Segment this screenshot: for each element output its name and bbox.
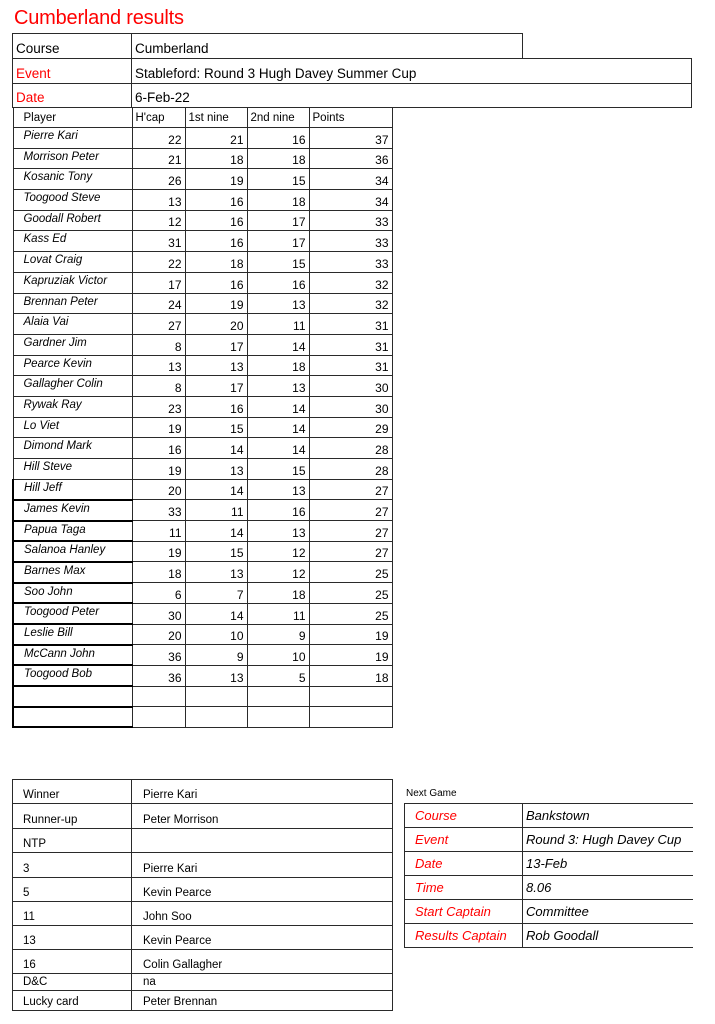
first-nine-cell: 7: [185, 583, 247, 604]
hcap-cell: 31: [132, 231, 185, 252]
second-nine-cell: 14: [247, 438, 309, 459]
award-label: NTP: [13, 829, 132, 853]
points-cell: 33: [309, 231, 392, 252]
event-value: Stableford: Round 3 Hugh Davey Summer Cup: [135, 66, 417, 81]
player-name-cell: Gallagher Colin: [13, 376, 132, 397]
award-row: [13, 780, 393, 804]
next-game-label: Time: [405, 876, 523, 900]
second-nine-cell: 13: [247, 479, 309, 500]
column-header-first-nine: 1st nine: [185, 108, 247, 128]
award-row: [13, 853, 393, 878]
second-nine-cell: 18: [247, 148, 309, 169]
table-row: [13, 479, 392, 500]
column-header-second-nine: 2nd nine: [247, 108, 309, 128]
player-name-cell: Toogood Bob: [13, 665, 132, 686]
player-name-cell: Lo Viet: [13, 417, 132, 438]
player-name-cell: Toogood Peter: [13, 603, 132, 624]
date-value: 6-Feb-22: [135, 90, 190, 105]
hcap-cell: 30: [132, 603, 185, 624]
points-cell: 25: [309, 603, 392, 624]
second-nine-cell: 15: [247, 459, 309, 480]
hcap-cell: 13: [132, 355, 185, 376]
player-name-cell: Gardner Jim: [13, 334, 132, 355]
table-row: [13, 190, 392, 211]
award-value: Pierre Kari: [132, 780, 393, 804]
second-nine-cell: 10: [247, 645, 309, 666]
points-cell: 29: [309, 417, 392, 438]
next-game-label: Date: [405, 852, 523, 876]
points-cell: 18: [309, 665, 392, 686]
award-row: [13, 878, 393, 902]
player-name-cell: Kapruziak Victor: [13, 272, 132, 293]
player-name-cell: McCann John: [13, 645, 132, 666]
next-game-label: Course: [405, 804, 523, 828]
award-row: [13, 991, 393, 1011]
next-game-row: [405, 876, 693, 900]
first-nine-cell: 19: [185, 293, 247, 314]
event-row: [12, 58, 692, 83]
first-nine-cell: 16: [185, 210, 247, 231]
first-nine-cell: 18: [185, 252, 247, 273]
table-row: [13, 210, 392, 231]
award-value: [132, 829, 393, 853]
award-value: Pierre Kari: [132, 853, 393, 878]
points-cell: 27: [309, 541, 392, 562]
second-nine-cell: 18: [247, 190, 309, 211]
hcap-cell: 12: [132, 210, 185, 231]
table-row: [13, 293, 392, 314]
first-nine-cell: 16: [185, 190, 247, 211]
award-row: [13, 950, 393, 974]
award-row: [13, 926, 393, 950]
hcap-cell: 8: [132, 376, 185, 397]
award-label: 11: [13, 902, 132, 926]
award-value: Kevin Pearce: [132, 926, 393, 950]
player-name-cell: [13, 686, 132, 707]
second-nine-cell: 12: [247, 541, 309, 562]
first-nine-cell: 15: [185, 417, 247, 438]
next-game-row: [405, 852, 693, 876]
player-name-cell: Lovat Craig: [13, 252, 132, 273]
table-row: [13, 541, 392, 562]
table-row: [13, 521, 392, 542]
next-game-value: Round 3: Hugh Davey Cup: [523, 828, 693, 852]
second-nine-cell: 18: [247, 583, 309, 604]
player-name-cell: Salanoa Hanley: [13, 541, 132, 562]
player-name-cell: Goodall Robert: [13, 210, 132, 231]
award-value: na: [132, 974, 393, 991]
next-game-label: Results Captain: [405, 924, 523, 948]
player-name-cell: Alaia Vai: [13, 314, 132, 335]
first-nine-cell: [185, 707, 247, 728]
second-nine-cell: 9: [247, 624, 309, 645]
second-nine-cell: 16: [247, 272, 309, 293]
award-value: Peter Brennan: [132, 991, 393, 1011]
player-name-cell: [13, 707, 132, 728]
second-nine-cell: 13: [247, 293, 309, 314]
player-name-cell: Hill Steve: [13, 459, 132, 480]
points-cell: 36: [309, 148, 392, 169]
award-label: D&C: [13, 974, 132, 991]
hcap-cell: 22: [132, 128, 185, 149]
hcap-cell: 13: [132, 190, 185, 211]
award-row: [13, 902, 393, 926]
points-cell: 33: [309, 210, 392, 231]
award-label: 5: [13, 878, 132, 902]
hcap-cell: 16: [132, 438, 185, 459]
points-cell: 28: [309, 459, 392, 480]
player-name-cell: Dimond Mark: [13, 438, 132, 459]
first-nine-cell: 11: [185, 500, 247, 521]
hcap-cell: 33: [132, 500, 185, 521]
award-label: 16: [13, 950, 132, 974]
next-game-row: [405, 804, 693, 828]
table-row: [13, 128, 392, 149]
table-row: [13, 665, 392, 686]
table-row: [13, 686, 392, 707]
award-value: Colin Gallagher: [132, 950, 393, 974]
award-label: Winner: [13, 780, 132, 804]
award-value: John Soo: [132, 902, 393, 926]
hcap-cell: 19: [132, 417, 185, 438]
hcap-cell: 17: [132, 272, 185, 293]
hcap-cell: 11: [132, 521, 185, 542]
hcap-cell: 24: [132, 293, 185, 314]
divider: [131, 59, 132, 83]
player-name-cell: Morrison Peter: [13, 148, 132, 169]
hcap-cell: 22: [132, 252, 185, 273]
next-game-title: Next Game: [406, 788, 457, 799]
column-header-points: Points: [309, 108, 392, 128]
next-game-row: [405, 924, 693, 948]
table-row: [13, 645, 392, 666]
hcap-cell: 19: [132, 459, 185, 480]
award-row: [13, 804, 393, 829]
hcap-cell: 27: [132, 314, 185, 335]
second-nine-cell: 16: [247, 500, 309, 521]
points-cell: 27: [309, 521, 392, 542]
first-nine-cell: 17: [185, 334, 247, 355]
hcap-cell: 8: [132, 334, 185, 355]
first-nine-cell: 17: [185, 376, 247, 397]
table-row: [13, 583, 392, 604]
points-cell: 27: [309, 479, 392, 500]
award-value: Peter Morrison: [132, 804, 393, 829]
hcap-cell: 20: [132, 624, 185, 645]
next-game-table: [404, 803, 693, 948]
first-nine-cell: 19: [185, 169, 247, 190]
next-game-row: [405, 828, 693, 852]
next-game-value: Committee: [523, 900, 693, 924]
points-cell: 28: [309, 438, 392, 459]
awards-table: [12, 779, 393, 1011]
points-cell: 19: [309, 645, 392, 666]
first-nine-cell: [185, 686, 247, 707]
hcap-cell: 23: [132, 396, 185, 417]
player-name-cell: Rywak Ray: [13, 396, 132, 417]
second-nine-cell: 5: [247, 665, 309, 686]
date-label: Date: [16, 90, 45, 105]
table-row: [13, 169, 392, 190]
results-header-row: [13, 108, 392, 128]
hcap-cell: 36: [132, 665, 185, 686]
player-name-cell: Kosanic Tony: [13, 169, 132, 190]
second-nine-cell: [247, 686, 309, 707]
second-nine-cell: [247, 707, 309, 728]
first-nine-cell: 13: [185, 562, 247, 583]
event-label: Event: [16, 66, 51, 81]
table-row: [13, 252, 392, 273]
table-row: [13, 314, 392, 335]
table-row: [13, 396, 392, 417]
course-row: [12, 33, 523, 58]
award-row: [13, 829, 393, 853]
second-nine-cell: 16: [247, 128, 309, 149]
course-label: Course: [16, 41, 60, 56]
first-nine-cell: 18: [185, 148, 247, 169]
table-row: [13, 417, 392, 438]
course-value: Cumberland: [135, 41, 209, 56]
next-game-value: 8.06: [523, 876, 693, 900]
hcap-cell: [132, 707, 185, 728]
first-nine-cell: 9: [185, 645, 247, 666]
points-cell: 19: [309, 624, 392, 645]
player-name-cell: James Kevin: [13, 500, 132, 521]
points-cell: 34: [309, 169, 392, 190]
points-cell: 31: [309, 334, 392, 355]
next-game-label: Event: [405, 828, 523, 852]
player-name-cell: Kass Ed: [13, 231, 132, 252]
points-cell: 30: [309, 396, 392, 417]
second-nine-cell: 14: [247, 417, 309, 438]
second-nine-cell: 14: [247, 396, 309, 417]
table-row: [13, 334, 392, 355]
next-game-value: 13-Feb: [523, 852, 693, 876]
table-row: [13, 376, 392, 397]
table-row: [13, 459, 392, 480]
second-nine-cell: 17: [247, 210, 309, 231]
award-row: [13, 974, 393, 991]
column-header-hcap: H'cap: [132, 108, 185, 128]
player-name-cell: Soo John: [13, 583, 132, 604]
second-nine-cell: 11: [247, 314, 309, 335]
points-cell: 32: [309, 293, 392, 314]
table-row: [13, 624, 392, 645]
points-cell: 30: [309, 376, 392, 397]
player-name-cell: Barnes Max: [13, 562, 132, 583]
next-game-label: Start Captain: [405, 900, 523, 924]
second-nine-cell: 12: [247, 562, 309, 583]
page-title: Cumberland results: [14, 7, 184, 29]
column-header-player: Player: [13, 108, 132, 128]
second-nine-cell: 17: [247, 231, 309, 252]
hcap-cell: [132, 686, 185, 707]
points-cell: 33: [309, 252, 392, 273]
date-row: [12, 83, 692, 108]
second-nine-cell: 18: [247, 355, 309, 376]
table-row: [13, 603, 392, 624]
points-cell: 37: [309, 128, 392, 149]
player-name-cell: Papua Taga: [13, 521, 132, 542]
award-value: Kevin Pearce: [132, 878, 393, 902]
points-cell: 25: [309, 583, 392, 604]
table-row: [13, 355, 392, 376]
first-nine-cell: 10: [185, 624, 247, 645]
next-game-row: [405, 900, 693, 924]
next-game-value: Rob Goodall: [523, 924, 693, 948]
award-label: 3: [13, 853, 132, 878]
points-cell: [309, 707, 392, 728]
award-label: Runner-up: [13, 804, 132, 829]
points-cell: 31: [309, 355, 392, 376]
first-nine-cell: 13: [185, 459, 247, 480]
first-nine-cell: 16: [185, 231, 247, 252]
first-nine-cell: 20: [185, 314, 247, 335]
points-cell: [309, 686, 392, 707]
player-name-cell: Pearce Kevin: [13, 355, 132, 376]
second-nine-cell: 13: [247, 376, 309, 397]
player-name-cell: Hill Jeff: [13, 479, 132, 500]
points-cell: 32: [309, 272, 392, 293]
award-label: Lucky card: [13, 991, 132, 1011]
player-name-cell: Toogood Steve: [13, 190, 132, 211]
divider: [131, 34, 132, 58]
hcap-cell: 6: [132, 583, 185, 604]
points-cell: 31: [309, 314, 392, 335]
table-row: [13, 272, 392, 293]
hcap-cell: 19: [132, 541, 185, 562]
table-row: [13, 148, 392, 169]
second-nine-cell: 13: [247, 521, 309, 542]
award-label: 13: [13, 926, 132, 950]
first-nine-cell: 14: [185, 521, 247, 542]
hcap-cell: 18: [132, 562, 185, 583]
points-cell: 25: [309, 562, 392, 583]
first-nine-cell: 13: [185, 665, 247, 686]
first-nine-cell: 16: [185, 272, 247, 293]
player-name-cell: Pierre Kari: [13, 128, 132, 149]
first-nine-cell: 13: [185, 355, 247, 376]
first-nine-cell: 14: [185, 479, 247, 500]
second-nine-cell: 11: [247, 603, 309, 624]
table-row: [13, 231, 392, 252]
hcap-cell: 36: [132, 645, 185, 666]
first-nine-cell: 21: [185, 128, 247, 149]
points-cell: 34: [309, 190, 392, 211]
first-nine-cell: 16: [185, 396, 247, 417]
hcap-cell: 26: [132, 169, 185, 190]
hcap-cell: 21: [132, 148, 185, 169]
divider: [131, 84, 132, 107]
player-name-cell: Brennan Peter: [13, 293, 132, 314]
second-nine-cell: 14: [247, 334, 309, 355]
first-nine-cell: 14: [185, 438, 247, 459]
points-cell: 27: [309, 500, 392, 521]
table-row: [13, 707, 392, 728]
results-table: [12, 107, 393, 728]
table-row: [13, 562, 392, 583]
second-nine-cell: 15: [247, 252, 309, 273]
table-row: [13, 500, 392, 521]
next-game-value: Bankstown: [523, 804, 693, 828]
table-row: [13, 438, 392, 459]
second-nine-cell: 15: [247, 169, 309, 190]
hcap-cell: 20: [132, 479, 185, 500]
first-nine-cell: 14: [185, 603, 247, 624]
player-name-cell: Leslie Bill: [13, 624, 132, 645]
first-nine-cell: 15: [185, 541, 247, 562]
